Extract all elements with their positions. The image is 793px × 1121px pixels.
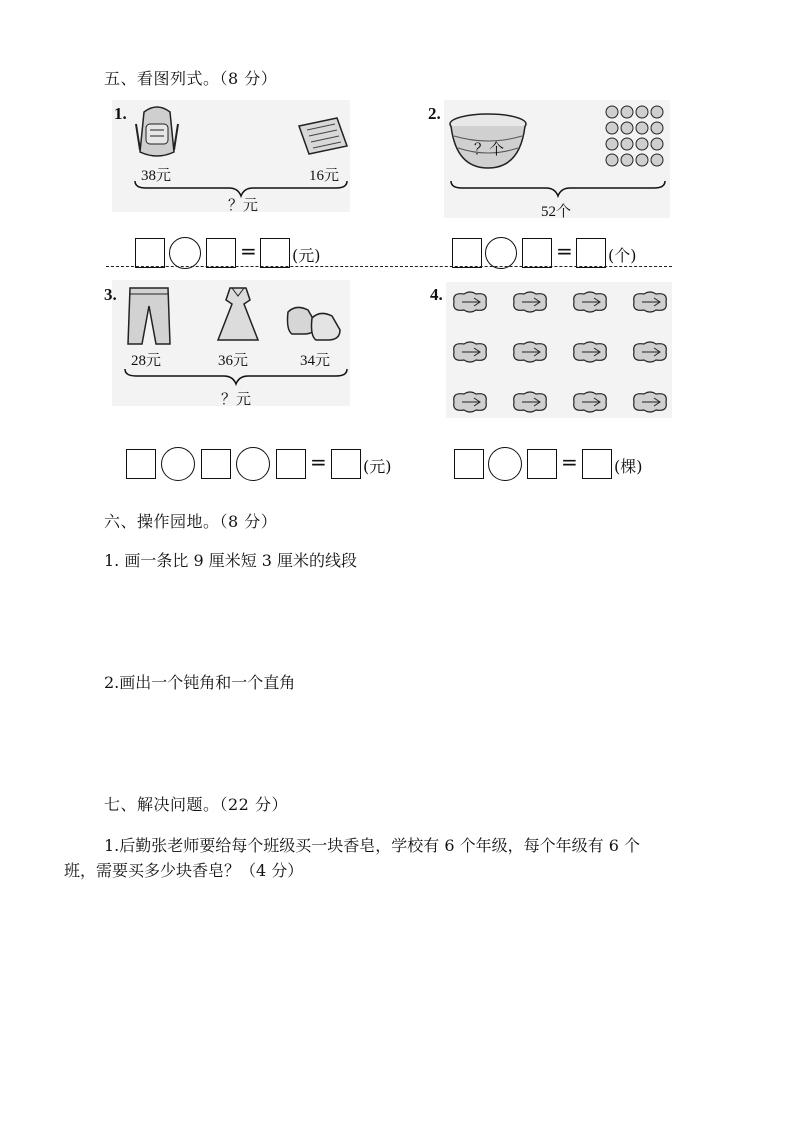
p4-answer-box-result[interactable] [582,449,612,479]
p3-total-label: ？元 [221,392,252,408]
section-7-heading: 七、解决问题。（22 分） [104,795,288,814]
p1-unit: (元) [292,246,321,265]
p3-total-brace [124,368,348,386]
p2-total-label: 52个 [541,204,572,220]
p4-answer-box-2[interactable] [527,449,557,479]
p2-unit: (个) [608,246,637,265]
p3-price-c: 34元 [300,353,331,369]
p1-left-price: 38元 [141,168,172,184]
problem-3-number: 3. [104,285,117,304]
p2-basket-label: ？个 [474,142,505,158]
p1-answer-box-result[interactable] [260,238,290,268]
p3-price-a: 28元 [131,353,162,369]
newspaper-icon [297,116,349,156]
p1-equals: = [240,239,257,263]
p4-answer-box-1[interactable] [454,449,484,479]
cabbage-grid [452,290,670,412]
dashed-divider [106,266,672,267]
dress-icon [214,286,262,344]
p3-answer-box-2[interactable] [201,449,231,479]
p1-total-label: ？元 [228,198,259,214]
section-7-question-1-line-2: 班，需要买多少块香皂？（4 分） [64,861,304,880]
p3-operator-circle-1[interactable] [161,447,195,481]
section-6-question-1: 1. 画一条比 9 厘米短 3 厘米的线段 [104,551,358,570]
problem-4-number: 4. [430,285,443,304]
p1-answer-box-2[interactable] [206,238,236,268]
pants-icon [126,286,172,346]
p1-operator-circle[interactable] [169,237,201,269]
p4-equals: = [561,450,578,474]
shoes-icon [286,302,344,342]
section-5-heading: 五、看图列式。（8 分） [104,69,278,88]
p1-right-price: 16元 [309,168,340,184]
problem-1-number: 1. [114,104,127,123]
section-6-heading: 六、操作园地。（8 分） [104,512,278,531]
p2-equals: = [556,239,573,263]
p3-answer-box-result[interactable] [331,449,361,479]
p1-answer-box-1[interactable] [135,238,165,268]
p4-operator-circle[interactable] [488,447,522,481]
p3-price-b: 36元 [218,353,249,369]
section-7-question-1-line-1: 1.后勤张老师要给每个班级买一块香皂，学校有 6 个年级，每个年级有 6 个 [104,836,640,855]
backpack-icon [132,104,182,162]
problem-2-number: 2. [428,104,441,123]
p4-unit: (棵) [614,457,643,476]
section-6-question-2: 2.画出一个钝角和一个直角 [104,673,296,692]
p2-answer-box-2[interactable] [522,238,552,268]
apple-grid [604,104,668,168]
p3-operator-circle-2[interactable] [236,447,270,481]
p2-answer-box-result[interactable] [576,238,606,268]
p3-equals: = [310,450,327,474]
p3-unit: (元) [363,457,392,476]
p2-total-brace [450,180,666,198]
p2-answer-box-1[interactable] [452,238,482,268]
p2-operator-circle[interactable] [485,237,517,269]
p3-answer-box-1[interactable] [126,449,156,479]
p3-answer-box-3[interactable] [276,449,306,479]
